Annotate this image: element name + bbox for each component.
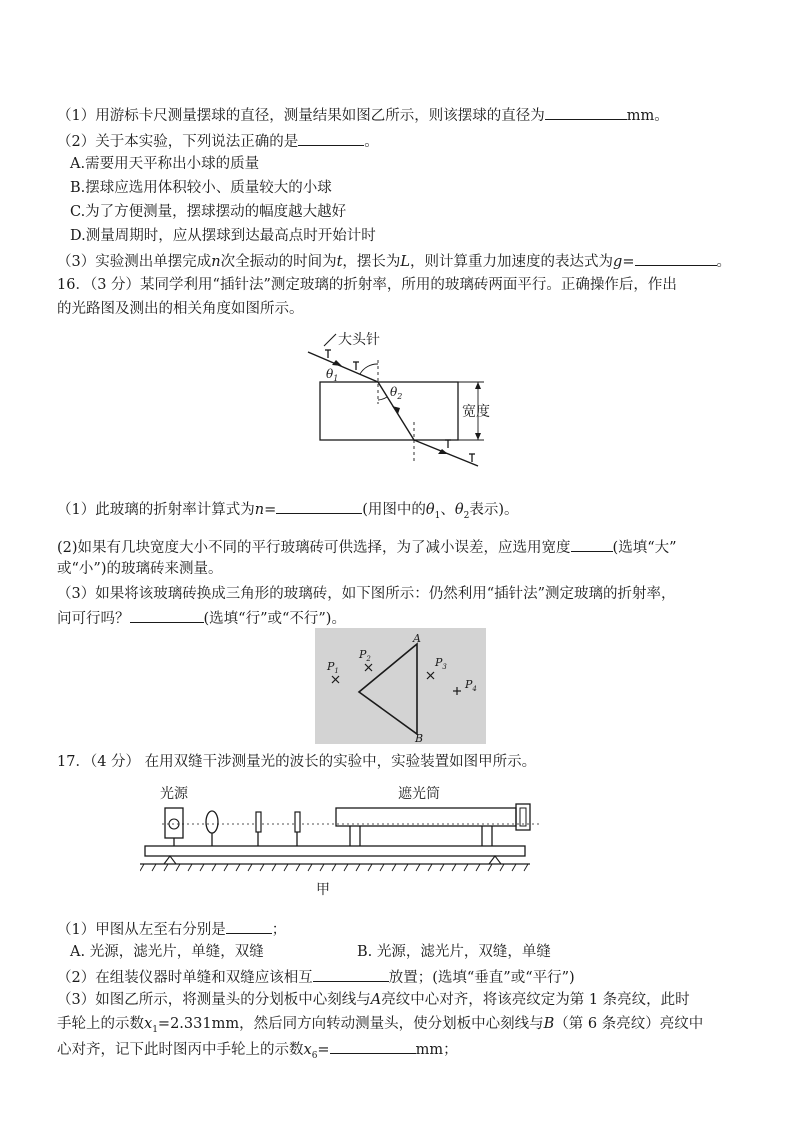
light-source (165, 808, 183, 838)
label-pointer (324, 334, 336, 346)
angle-arc-2 (378, 397, 387, 400)
angle-arc-1 (360, 364, 378, 374)
width-label: 宽度 (462, 404, 490, 420)
pin-icon (445, 440, 451, 448)
q17-option-a: A. 光源，滤光片，单缝，双缝 (70, 944, 264, 960)
double-slit (295, 812, 300, 832)
answer-blank[interactable] (330, 1038, 416, 1054)
q17-part1: （1）甲图从左至右分别是 ； (57, 918, 286, 940)
arrow-icon (475, 382, 481, 389)
answer-blank[interactable] (571, 536, 613, 552)
q15-option-a: A.需要用天平称出小球的质量 (70, 156, 260, 172)
answer-blank[interactable] (130, 607, 204, 623)
theta2-label: $\theta_2$ (390, 385, 403, 401)
bench-support (489, 856, 501, 864)
vertex-b-label: B (415, 732, 424, 744)
figure-background (315, 628, 486, 744)
ground-hatching (140, 864, 528, 871)
q15-part1: （1）用游标卡尺测量摆球的直径，测量结果如图乙所示，则该摆球的直径为 mm。 (57, 104, 669, 126)
optical-bench (145, 846, 525, 856)
bench-support (164, 856, 176, 864)
refraction-figure (290, 330, 510, 480)
arrow-icon (392, 406, 400, 414)
pin-label: 大头针 (338, 332, 380, 348)
q17-part2: （2）在组装仪器时单缝和双缝应该相互 放置；(选填“垂直”或“平行”) (57, 966, 575, 988)
light-shield-tube (336, 808, 516, 826)
answer-blank[interactable] (226, 918, 272, 934)
q15-part2: （2）关于本实验，下列说法正确的是 。 (57, 130, 379, 152)
q16-part3: （3）如果将该玻璃砖换成三角形的玻璃砖，如下图所示：仍然利用“插针法”测定玻璃的折射率， (57, 586, 676, 602)
q17-part3: （3）如图乙所示，将测量头的分划板中心刻线与A亮纹中心对齐，将该亮纹定为第 1 条亮纹，此时 (57, 992, 690, 1008)
double-slit-apparatus (140, 778, 540, 898)
q17-option-b: B. 光源，滤光片，双缝，单缝 (357, 944, 551, 960)
theta1-label: $\theta_1$ (326, 367, 339, 383)
arrow-icon (475, 433, 481, 440)
answer-blank[interactable] (545, 104, 627, 120)
q15-option-c: C.为了方便测量，摆球摆动的幅度越大越好 (70, 204, 347, 220)
answer-blank[interactable] (313, 966, 389, 982)
pin-icon (325, 350, 331, 358)
incident-ray (308, 352, 378, 382)
q15-part3: （3）实验测出单摆完成n次全振动的时间为t，摆长为L，则计算重力加速度的表达式为g= 。 (57, 250, 731, 272)
answer-blank[interactable] (635, 250, 717, 266)
q17-title: 17．（4 分） 在用双缝干涉测量光的波长的实验中，实验装置如图甲所示。 (57, 754, 537, 770)
q16-part1: （1）此玻璃的折射率计算式为n= (用图中的$\theta_1$、$\theta_2$表示)。 (57, 498, 519, 526)
q16-part3-cont: 问可行吗？ (选填“行”或“不行”)。 (57, 607, 346, 629)
tube-label: 遮光筒 (398, 786, 440, 802)
p2-label: $P_2$ (359, 648, 371, 663)
light-source-label: 光源 (160, 786, 188, 802)
q17-part3-cont: 手轮上的示数$x_1=2.331mm$，然后同方向转动测量头，使分划板中心刻线与B（第 6 条亮纹）亮纹中 (57, 1016, 704, 1035)
prism-figure (315, 628, 486, 744)
single-slit (256, 812, 261, 832)
q15-option-b: B.摆球应选用体积较小、质量较大的小球 (70, 180, 332, 196)
q15-option-d: D.测量周期时，应从摆球到达最高点时开始计时 (70, 228, 376, 244)
q16-title: 16．（3 分）某同学利用“插针法”测定玻璃的折射率，所用的玻璃砖两面平行。正确操作后，作出 (57, 277, 677, 293)
eyepiece-inner (520, 808, 526, 826)
p4-label: $P_4$ (465, 678, 477, 693)
q16-part2: (2)如果有几块宽度大小不同的平行玻璃砖可供选择，为了减小误差，应选用宽度 (选填“大” (57, 536, 677, 558)
pin-icon (469, 454, 475, 462)
p1-label: $P_1$ (327, 660, 339, 675)
p3-label: $P_3$ (435, 656, 447, 671)
answer-blank[interactable] (298, 130, 364, 146)
q17-part3-cont2: 心对齐，记下此时图丙中手轮上的示数$x_6=$ mm； (57, 1038, 458, 1066)
vertex-a-label: A (413, 632, 421, 645)
pin-icon (353, 362, 359, 370)
filter (206, 811, 218, 833)
q16-title-cont: 的光路图及测出的相关角度如图所示。 (57, 301, 304, 317)
glass-block (320, 382, 458, 440)
answer-blank[interactable] (276, 498, 362, 514)
figure-caption: 甲 (316, 882, 330, 898)
q16-part2-cont: 或“小”)的玻璃砖来测量。 (57, 561, 223, 577)
